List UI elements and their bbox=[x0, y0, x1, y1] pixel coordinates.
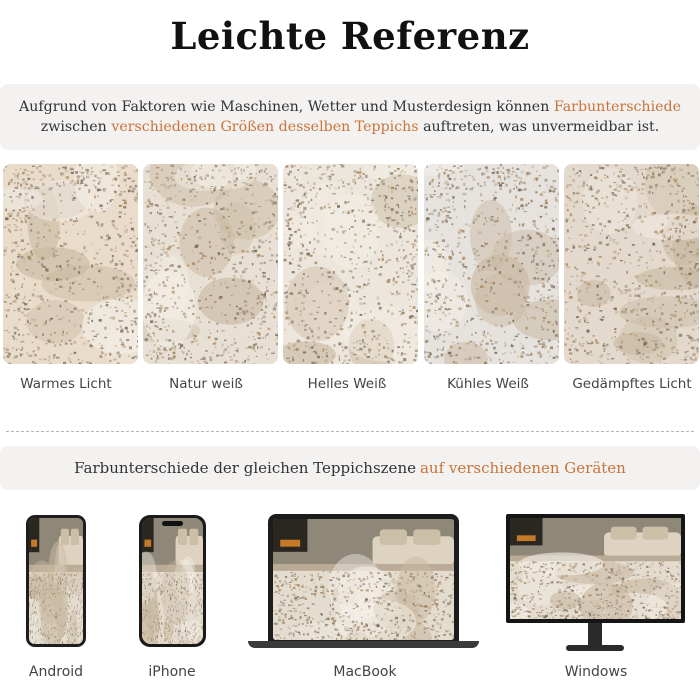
note-line-2 bbox=[41, 117, 660, 137]
device-label: iPhone bbox=[148, 664, 196, 680]
swatch-label: Kühles Weiß bbox=[447, 376, 529, 392]
note-highlight: verschiedenen Größen desselben Teppichs bbox=[111, 119, 419, 135]
macbook-base bbox=[248, 641, 479, 648]
monitor-stand bbox=[588, 623, 602, 647]
note-line-1 bbox=[19, 97, 681, 117]
devices-heading bbox=[0, 446, 700, 490]
monitor-base bbox=[566, 645, 624, 651]
rug-swatch bbox=[143, 164, 278, 364]
dynamic-island bbox=[162, 521, 183, 526]
rug-swatch bbox=[564, 164, 699, 364]
color-difference-note bbox=[0, 84, 700, 150]
device-label: Android bbox=[28, 664, 84, 680]
android-screen bbox=[29, 518, 83, 644]
devices-heading-highlight: auf verschiedenen Geräten bbox=[419, 459, 626, 477]
device-label: MacBook bbox=[333, 664, 397, 680]
devices-heading-text: Farbunterschiede der gleichen Teppichszene bbox=[74, 459, 416, 477]
iphone bbox=[139, 515, 206, 647]
rug-swatch bbox=[424, 164, 559, 364]
windows-monitor bbox=[506, 514, 685, 623]
swatch-label: Helles Weiß bbox=[307, 376, 387, 392]
macbook-screen bbox=[273, 519, 454, 640]
note-text: Aufgrund von Faktoren wie Maschinen, Wetter und Musterdesign können bbox=[19, 99, 554, 115]
iphone-screen bbox=[142, 518, 203, 644]
note-highlight: Farbunterschiede bbox=[553, 99, 681, 115]
macbook bbox=[268, 514, 459, 642]
swatch-label: Warmes Licht bbox=[20, 376, 112, 392]
rug-swatch bbox=[283, 164, 418, 364]
swatch-label: Natur weiß bbox=[169, 376, 243, 392]
swatch-label: Gedämpftes Licht bbox=[572, 376, 692, 392]
device-label: Windows bbox=[564, 664, 628, 680]
android-phone bbox=[26, 515, 86, 647]
windows-screen bbox=[510, 518, 681, 619]
note-text: auftreten, was unvermeidbar ist. bbox=[418, 119, 660, 135]
note-text: zwischen bbox=[40, 119, 112, 135]
rug-swatch-row bbox=[0, 164, 700, 364]
page-title: Leichte Referenz bbox=[170, 14, 530, 58]
dashed-divider bbox=[6, 431, 694, 432]
rug-swatch bbox=[3, 164, 138, 364]
